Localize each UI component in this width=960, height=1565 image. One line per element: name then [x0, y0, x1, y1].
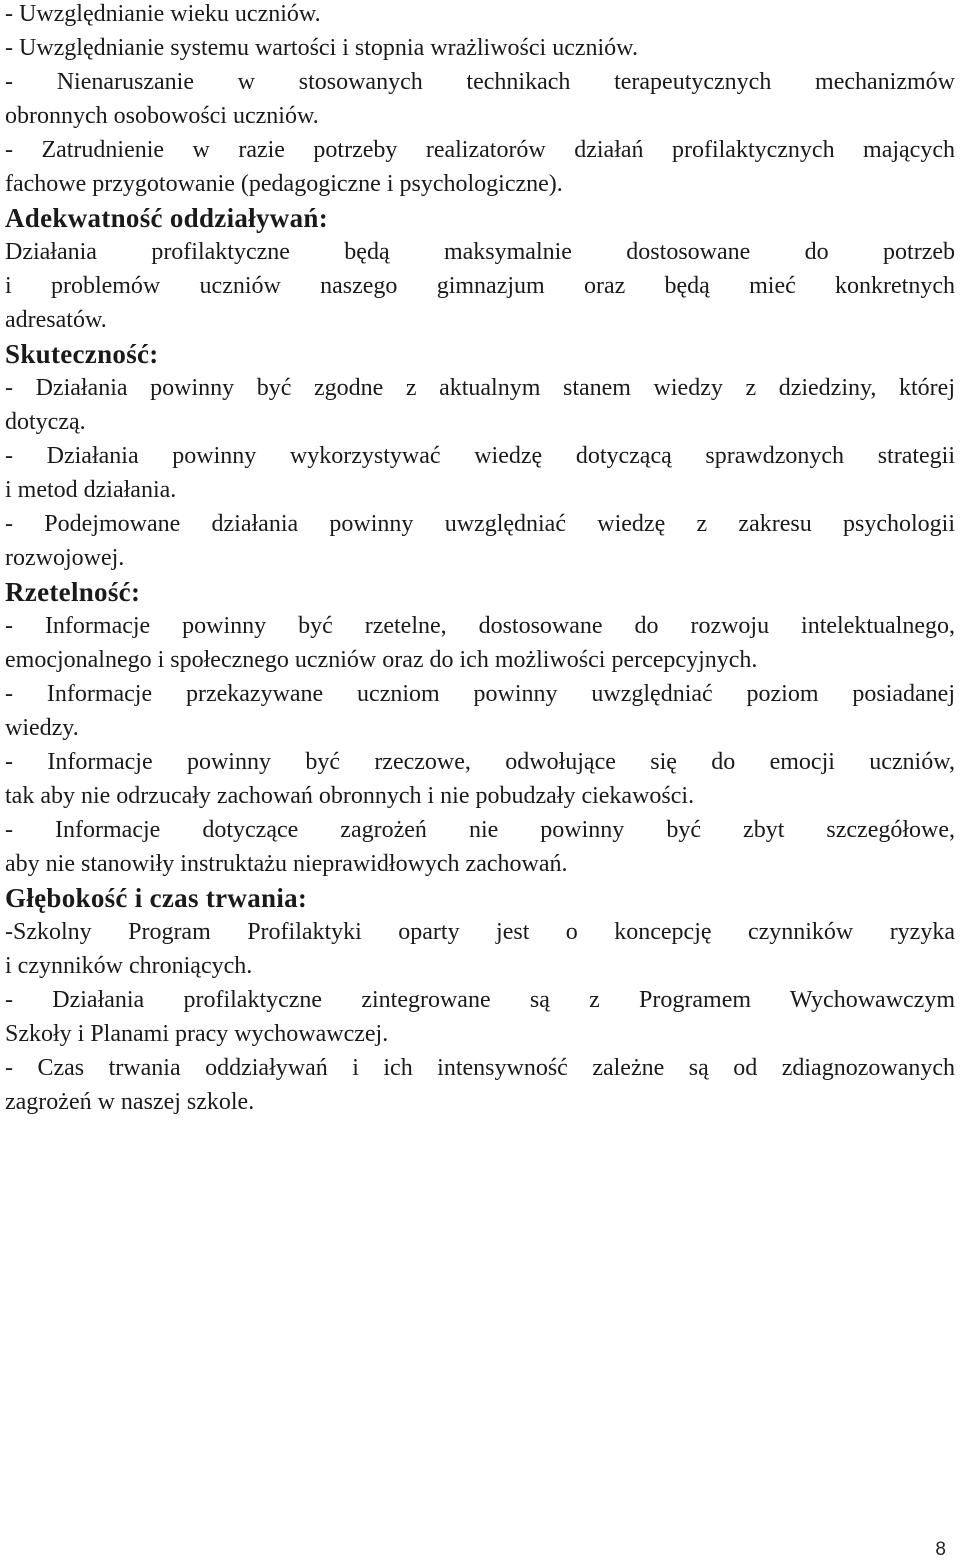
text-line: wiedzy. — [5, 715, 79, 741]
text-line: - Działania powinny być zgodne z aktualnym stanem wiedzy z dziedziny, której — [5, 375, 955, 401]
text-line: obronnych osobowości uczniów. — [5, 103, 319, 129]
text-line: - Czas trwania oddziaływań i ich intensywność zależne są od zdiagnozowanych — [5, 1055, 955, 1081]
document-body — [5, 0, 955, 1119]
text-line: - Działania profilaktyczne zintegrowane są z Programem Wychowawczym — [5, 987, 955, 1013]
text-line: rozwojowej. — [5, 545, 125, 571]
text-line: fachowe przygotowanie (pedagogiczne i psychologiczne). — [5, 171, 563, 197]
section-heading: Skuteczność: — [5, 339, 159, 369]
text-line: aby nie stanowiły instruktażu nieprawidłowych zachowań. — [5, 851, 568, 877]
text-line: Szkoły i Planami pracy wychowawczej. — [5, 1021, 389, 1047]
text-line: Działania profilaktyczne będą maksymalnie dostosowane do potrzeb — [5, 239, 955, 265]
text-line: i metod działania. — [5, 477, 177, 503]
text-line: dotyczą. — [5, 409, 86, 435]
text-line: emocjonalnego i społecznego uczniów oraz do ich możliwości percepcyjnych. — [5, 647, 758, 673]
text-line: - Uwzględnianie wieku uczniów. — [5, 1, 321, 27]
text-line: - Informacje przekazywane uczniom powinny uwzględniać poziom posiadanej — [5, 681, 955, 707]
text-line: - Uwzględnianie systemu wartości i stopnia wrażliwości uczniów. — [5, 35, 638, 61]
page-number: 8 — [935, 1539, 946, 1560]
text-line: - Podejmowane działania powinny uwzględniać wiedzę z zakresu psychologii — [5, 511, 955, 537]
text-line: - Działania powinny wykorzystywać wiedzę dotyczącą sprawdzonych strategii — [5, 443, 955, 469]
text-line: -Szkolny Program Profilaktyki oparty jest o koncepcję czynników ryzyka — [5, 919, 955, 945]
text-line: - Informacje powinny być rzetelne, dostosowane do rozwoju intelektualnego, — [5, 613, 955, 639]
text-line: i problemów uczniów naszego gimnazjum oraz będą mieć konkretnych — [5, 273, 955, 299]
text-line: i czynników chroniących. — [5, 953, 253, 979]
text-line: tak aby nie odrzucały zachowań obronnych i nie pobudzały ciekawości. — [5, 783, 695, 809]
section-heading: Rzetelność: — [5, 577, 141, 607]
text-line: zagrożeń w naszej szkole. — [5, 1089, 255, 1115]
text-line: - Zatrudnienie w razie potrzeby realizatorów działań profilaktycznych mających — [5, 137, 955, 163]
text-line: adresatów. — [5, 307, 107, 333]
section-heading: Głębokość i czas trwania: — [5, 883, 308, 913]
text-line: - Informacje dotyczące zagrożeń nie powinny być zbyt szczegółowe, — [5, 817, 955, 843]
document-page — [5, 0, 955, 1119]
text-line: - Informacje powinny być rzeczowe, odwołujące się do emocji uczniów, — [5, 749, 955, 775]
text-line: - Nienaruszanie w stosowanych technikach terapeutycznych mechanizmów — [5, 69, 955, 95]
section-heading: Adekwatność oddziaływań: — [5, 203, 328, 233]
